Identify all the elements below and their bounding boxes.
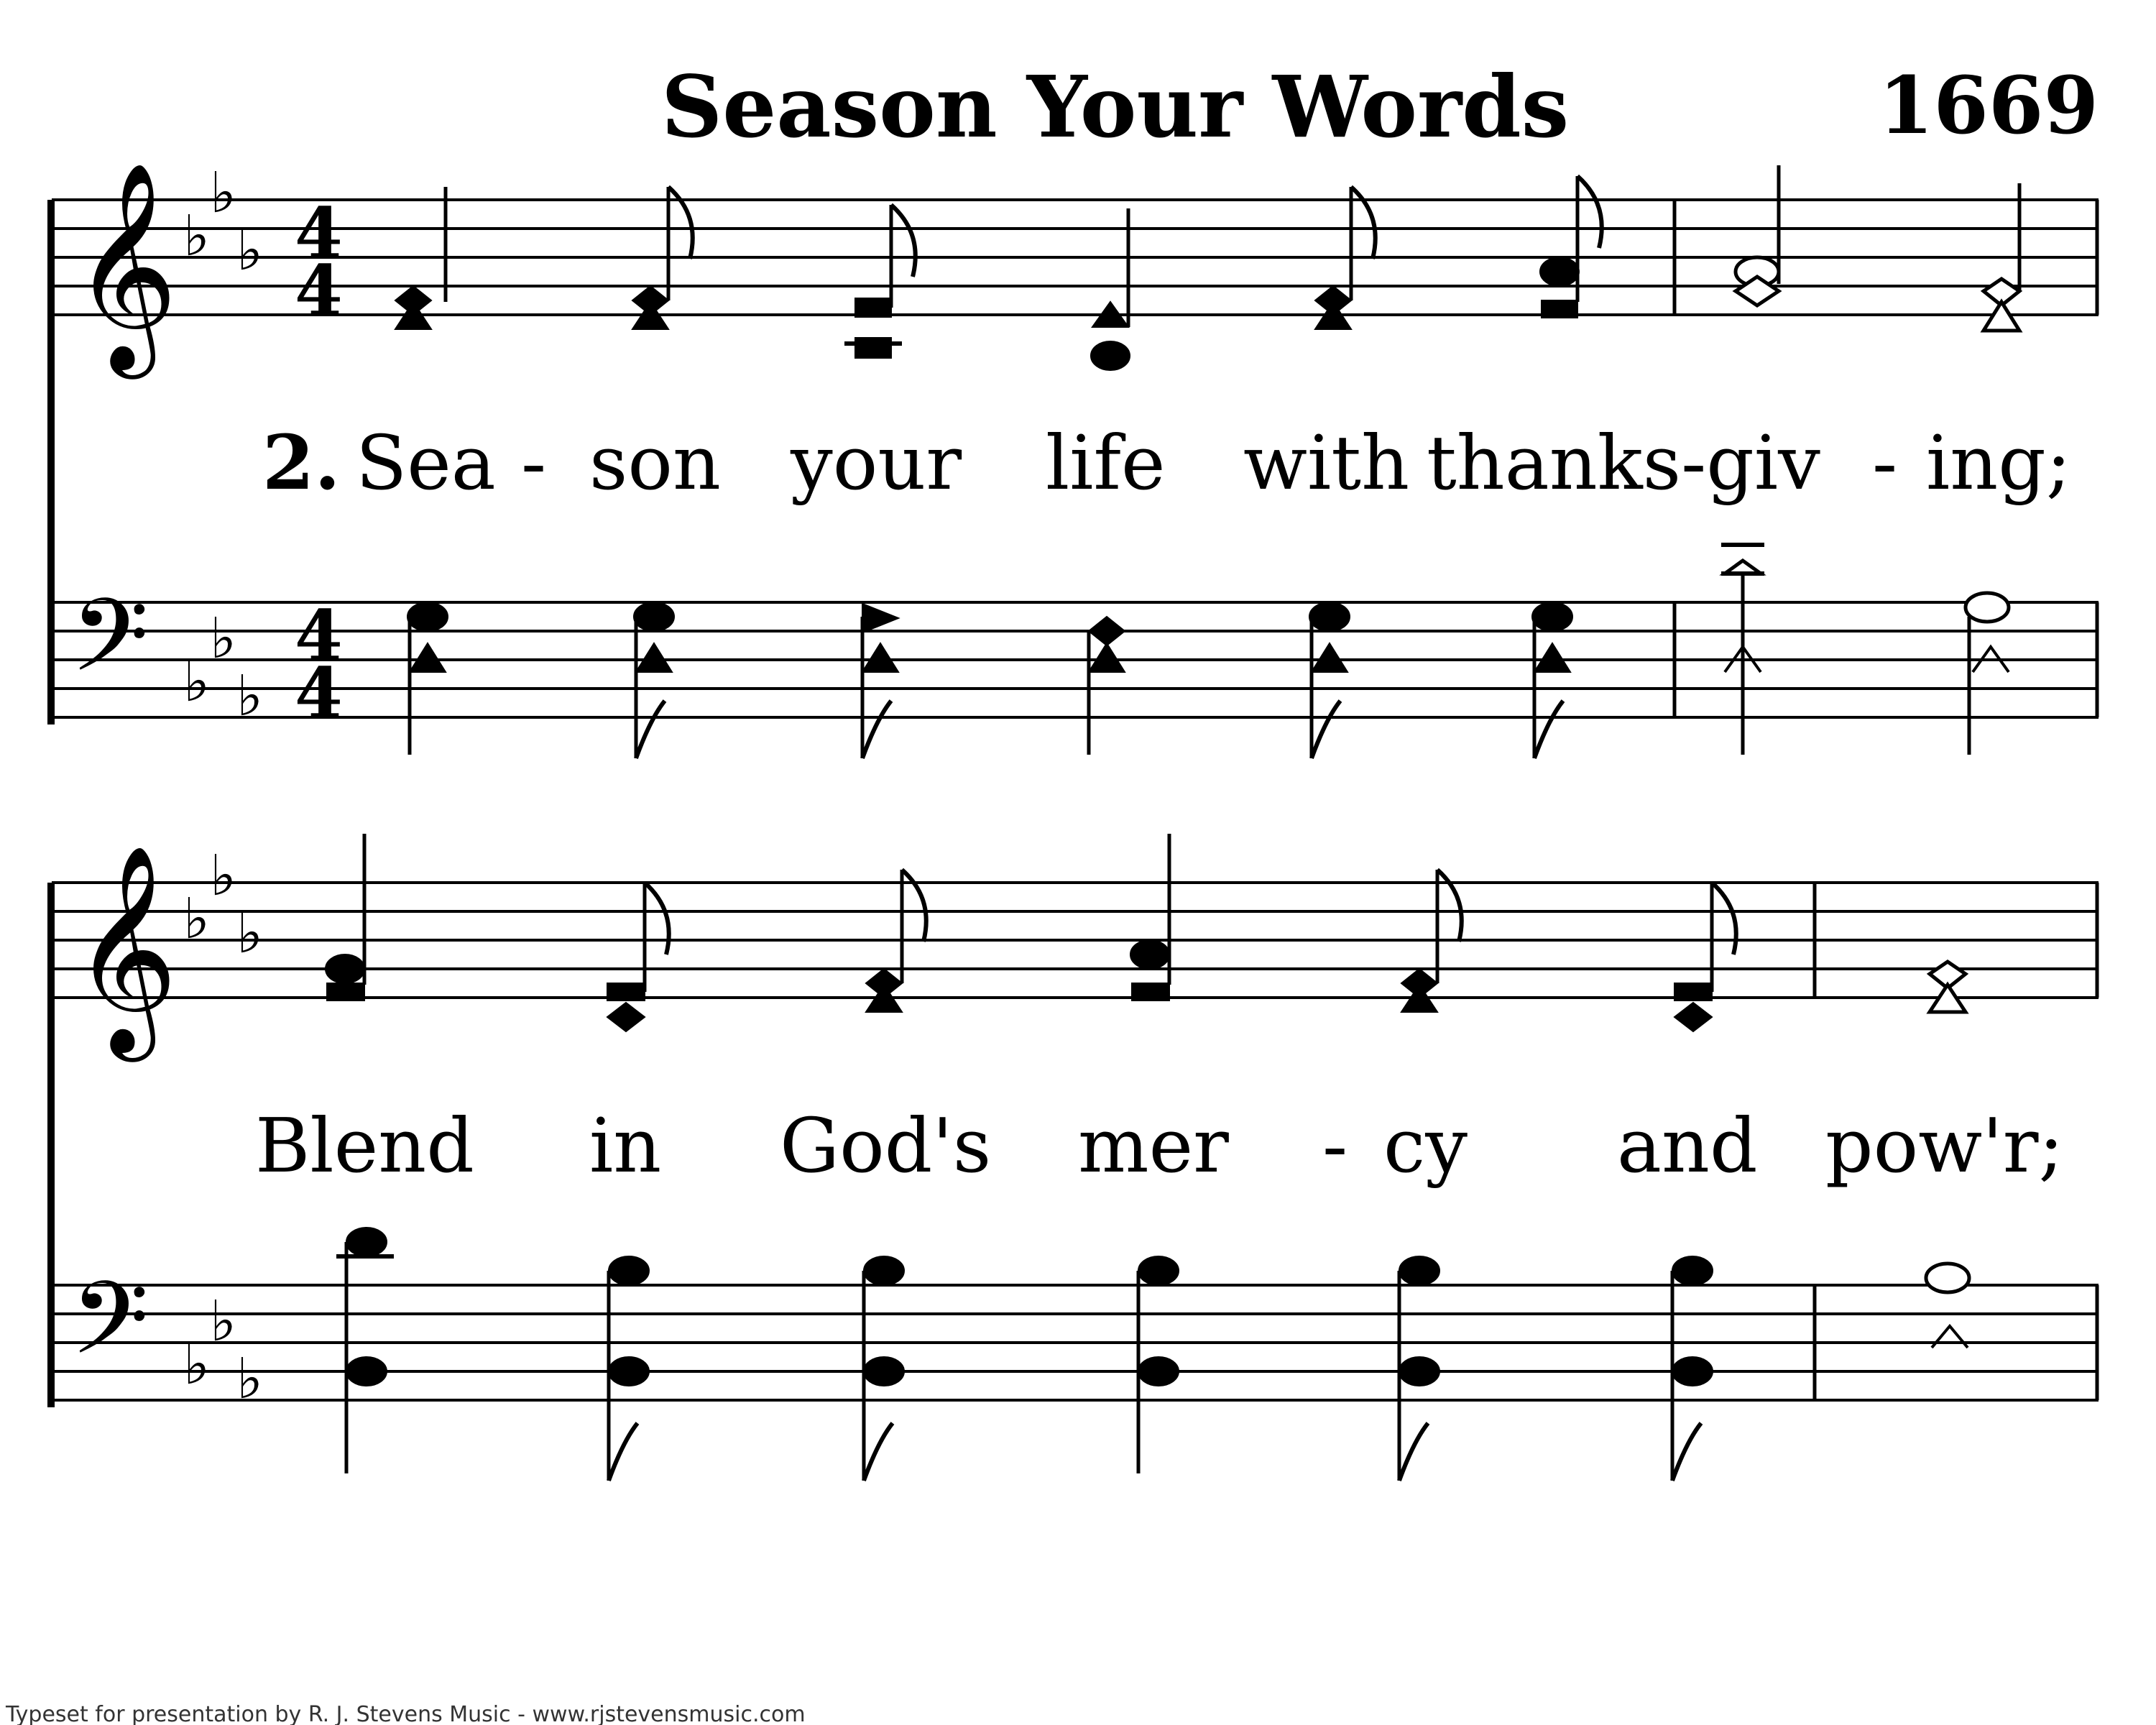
note (336, 1228, 394, 1473)
lyric-syllable: pow'r; (1825, 1102, 2064, 1190)
note (1966, 593, 2009, 755)
lyric-syllable: thanks-giv (1427, 419, 1820, 507)
hymn-number: 1669 (1878, 59, 2099, 152)
note (1930, 962, 1966, 1012)
system-1 (47, 160, 2099, 758)
note (864, 1256, 904, 1481)
treble-staff-1 (52, 200, 2099, 315)
lyric-syllable: with (1243, 419, 1410, 507)
lyric-syllable: ing; (1926, 419, 2071, 507)
note (1309, 602, 1350, 758)
treble-clef-icon: 𝄞 (72, 160, 178, 369)
note (1540, 176, 1602, 318)
note (634, 602, 674, 758)
treble-notes-2 (326, 834, 1966, 1031)
lyric-syllable: cy (1383, 1102, 1468, 1190)
bass-clef-icon: 𝄢 (70, 1260, 149, 1402)
verse-number: 2. (262, 418, 341, 507)
lyric-syllable: Sea (356, 419, 496, 507)
flat-icon: ♭ (236, 218, 263, 283)
bass-key-signature (183, 607, 263, 729)
bass-time-signature (295, 595, 343, 734)
lyric-hyphen: - (1322, 1102, 1348, 1190)
flat-icon: ♭ (210, 1289, 236, 1354)
flat-icon: ♭ (210, 607, 236, 671)
flat-icon: ♭ (210, 844, 236, 908)
flat-icon: ♭ (183, 1333, 210, 1397)
note (1721, 545, 1764, 755)
lyrics-line-2 (255, 1102, 2064, 1190)
flat-icon: ♭ (183, 650, 210, 714)
time-sig-top: 4 (295, 193, 343, 274)
treble-notes-1 (395, 165, 2019, 370)
treble-staff-2 (52, 883, 2099, 998)
note (1091, 208, 1130, 370)
note (607, 883, 669, 1031)
note (609, 1256, 649, 1481)
flat-icon: ♭ (183, 204, 210, 269)
flat-icon: ♭ (236, 1347, 263, 1412)
bass-clef-icon: 𝄢 (70, 577, 149, 719)
note (1130, 834, 1169, 1000)
note (1926, 1264, 1969, 1348)
system-bracket (47, 883, 55, 1407)
system-bracket (47, 200, 55, 724)
flat-icon: ♭ (236, 664, 263, 729)
bass-notes-2 (336, 1228, 1969, 1481)
lyric-syllable: son (589, 419, 721, 507)
song-title: Season Your Words (661, 57, 1570, 157)
lyric-syllable: and (1617, 1102, 1758, 1190)
system-2 (47, 834, 2099, 1481)
note (407, 602, 448, 755)
lyric-syllable: life (1046, 419, 1166, 507)
lyric-syllable: in (589, 1102, 662, 1190)
lyric-syllable: mer (1078, 1102, 1229, 1190)
treble-clef-icon: 𝄞 (72, 843, 178, 1052)
treble-time-signature (295, 193, 343, 331)
lyrics-line-1 (262, 418, 2071, 507)
note (1672, 1256, 1713, 1481)
lyric-hyphen: - (1872, 419, 1898, 507)
lyric-syllable: your (791, 419, 962, 507)
note (1532, 602, 1572, 758)
time-sig-bottom: 4 (295, 250, 343, 331)
lyric-hyphen: - (521, 419, 547, 507)
flat-icon: ♭ (183, 887, 210, 952)
bass-key-signature (183, 1289, 263, 1412)
flat-icon: ♭ (210, 161, 236, 226)
flat-icon: ♭ (236, 901, 263, 966)
note (1399, 1256, 1439, 1481)
note (862, 604, 898, 758)
bass-notes-1 (407, 545, 2009, 758)
treble-key-signature (183, 161, 263, 283)
time-sig-top: 4 (295, 595, 343, 676)
treble-key-signature (183, 844, 263, 966)
bass-staff-1 (52, 602, 2099, 717)
note (1736, 165, 1779, 305)
note (1138, 1256, 1179, 1473)
lyric-syllable: Blend (255, 1102, 474, 1190)
note (1674, 883, 1736, 1031)
note (1089, 617, 1125, 755)
note (326, 834, 364, 1000)
footer-credit: Typeset for presentation by R. J. Stevens Music - www.rjstevensmusic.com (6, 1702, 806, 1725)
time-sig-bottom: 4 (295, 653, 343, 734)
lyric-syllable: God's (780, 1102, 992, 1190)
